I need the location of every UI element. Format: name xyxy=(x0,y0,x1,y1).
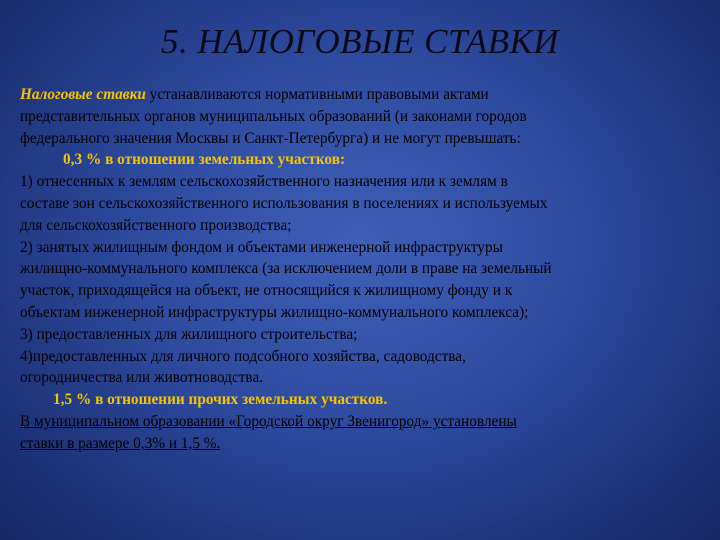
slide-title: 5. НАЛОГОВЫЕ СТАВКИ xyxy=(160,22,560,61)
note-line-1: В муниципальном образовании «Городской округ Звенигород» установлены xyxy=(20,412,517,430)
slide-body xyxy=(20,84,710,455)
intro-line-3: федерального значения Москвы и Санкт-Петербурга) и не могут превышать: xyxy=(20,129,521,147)
intro-term: Налоговые ставки xyxy=(20,86,146,103)
intro-line-2: представительных органов муниципальных образований (и законами городов xyxy=(20,107,527,125)
item-1-line-2: составе зон сельскохозяйственного использования в поселениях и используемых xyxy=(20,194,548,212)
item-2-line-2: жилищно-коммунального комплекса (за исключением доли в праве на земельный xyxy=(20,260,552,278)
intro-line-1-rest: устанавливаются нормативными правовыми актами xyxy=(145,86,489,103)
item-3-line-1: 3) предоставленных для жилищного строительства; xyxy=(20,325,358,343)
rate-heading-land: 0,3 % в отношении земельных участков: xyxy=(63,151,346,169)
rate-heading-other: 1,5 % в отношении прочих земельных участков. xyxy=(53,391,388,409)
item-4-line-1: 4)предоставленных для личного подсобного хозяйства, садоводства, xyxy=(20,347,466,365)
item-2-line-3: участок, приходящейся на объект, не относящийся к жилищному фонду и к xyxy=(20,282,513,300)
item-2-line-4: объектам инженерной инфраструктуры жилищно-коммунального комплекса); xyxy=(20,303,529,321)
note-line-2: ставки в размере 0,3% и 1,5 %. xyxy=(20,434,221,452)
item-1-line-3: для сельскохозяйственного производства; xyxy=(20,216,292,234)
intro-line-1 xyxy=(20,84,710,106)
item-1-line-1: 1) отнесенных к землям сельскохозяйственного назначения или к землям в xyxy=(20,173,508,191)
item-4-line-2: огородничества или животноводства. xyxy=(20,369,264,387)
item-2-line-1: 2) занятых жилищным фондом и объектами инженерной инфраструктуры xyxy=(20,238,503,256)
